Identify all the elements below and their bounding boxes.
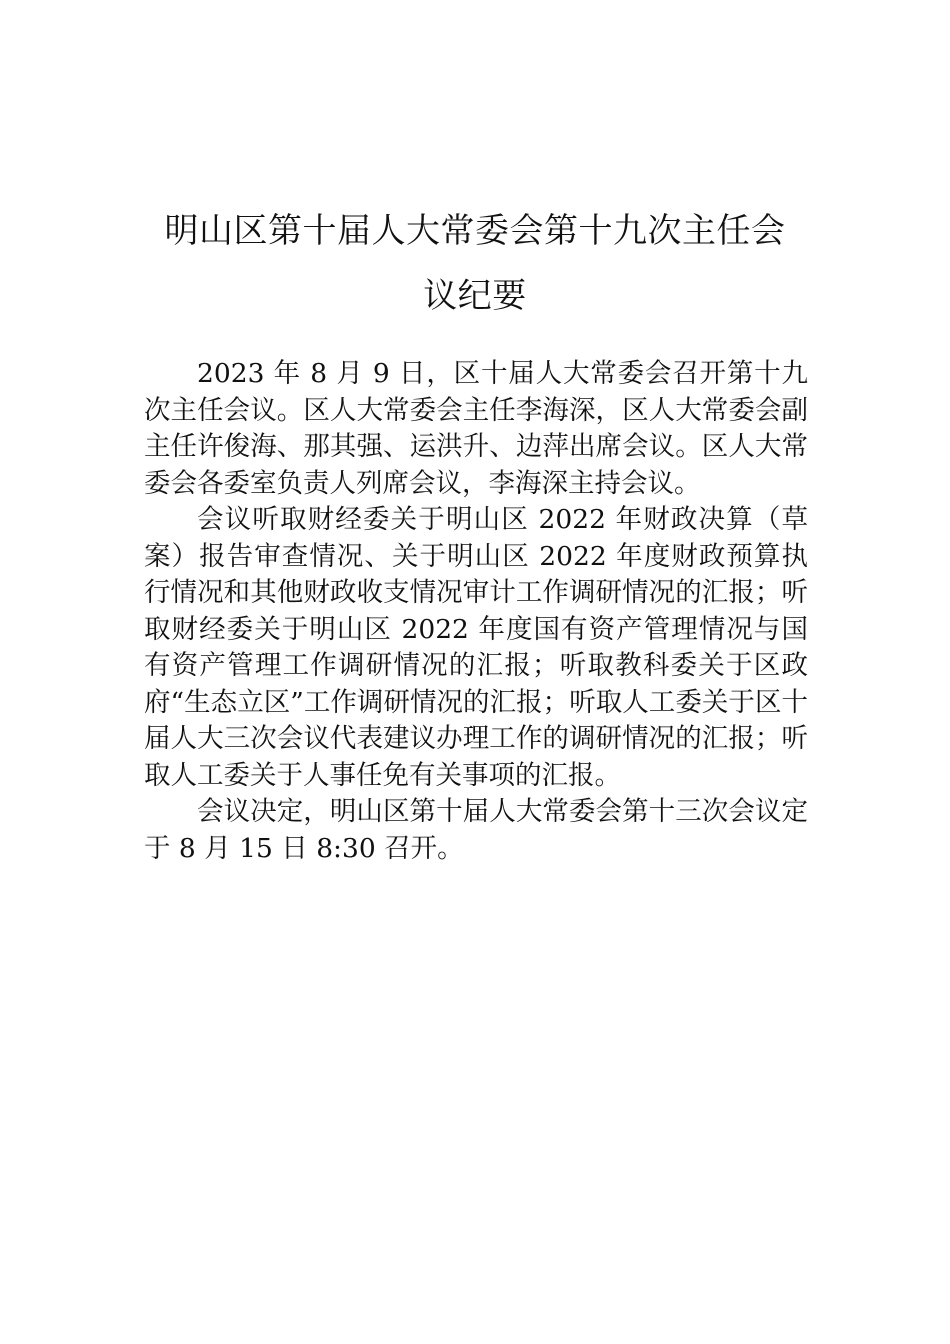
document-title-line-2: 议纪要 [423, 276, 527, 316]
paragraph-decision: 会议决定，明山区第十届人大常委会第十三次会议定于 8 月 15 日 8:30 召开。 [144, 796, 808, 864]
paragraph-meeting-info: 2023 年 8 月 9 日，区十届人大常委会召开第十九次主任会议。区人大常委会主任李海深，区人大常委会副主任许俊海、那其强、运洪升、边萍出席会议。区人大常委会各委室负责人列席会议，李海深主持会议。 [144, 358, 808, 499]
document-body [144, 356, 808, 867]
document-title-line-1: 明山区第十届人大常委会第十九次主任会 [164, 211, 786, 251]
paragraph-reports: 会议听取财经委关于明山区 2022 年财政决算（草案）报告审查情况、关于明山区 2022 年度财政预算执行情况和其他财政收支情况审计工作调研情况的汇报；听取财经委关于明山区 2022 年度国有资产管理情况与国有资产管理工作调研情况的汇报；听取教科委关于区政府“生态立区”工作调研情况的汇报；听取人工委关于区十届人大三次会议代表建议办理工作的调研情况的汇报；听取人工委关于人事任免有关事项的汇报。 [144, 504, 808, 791]
